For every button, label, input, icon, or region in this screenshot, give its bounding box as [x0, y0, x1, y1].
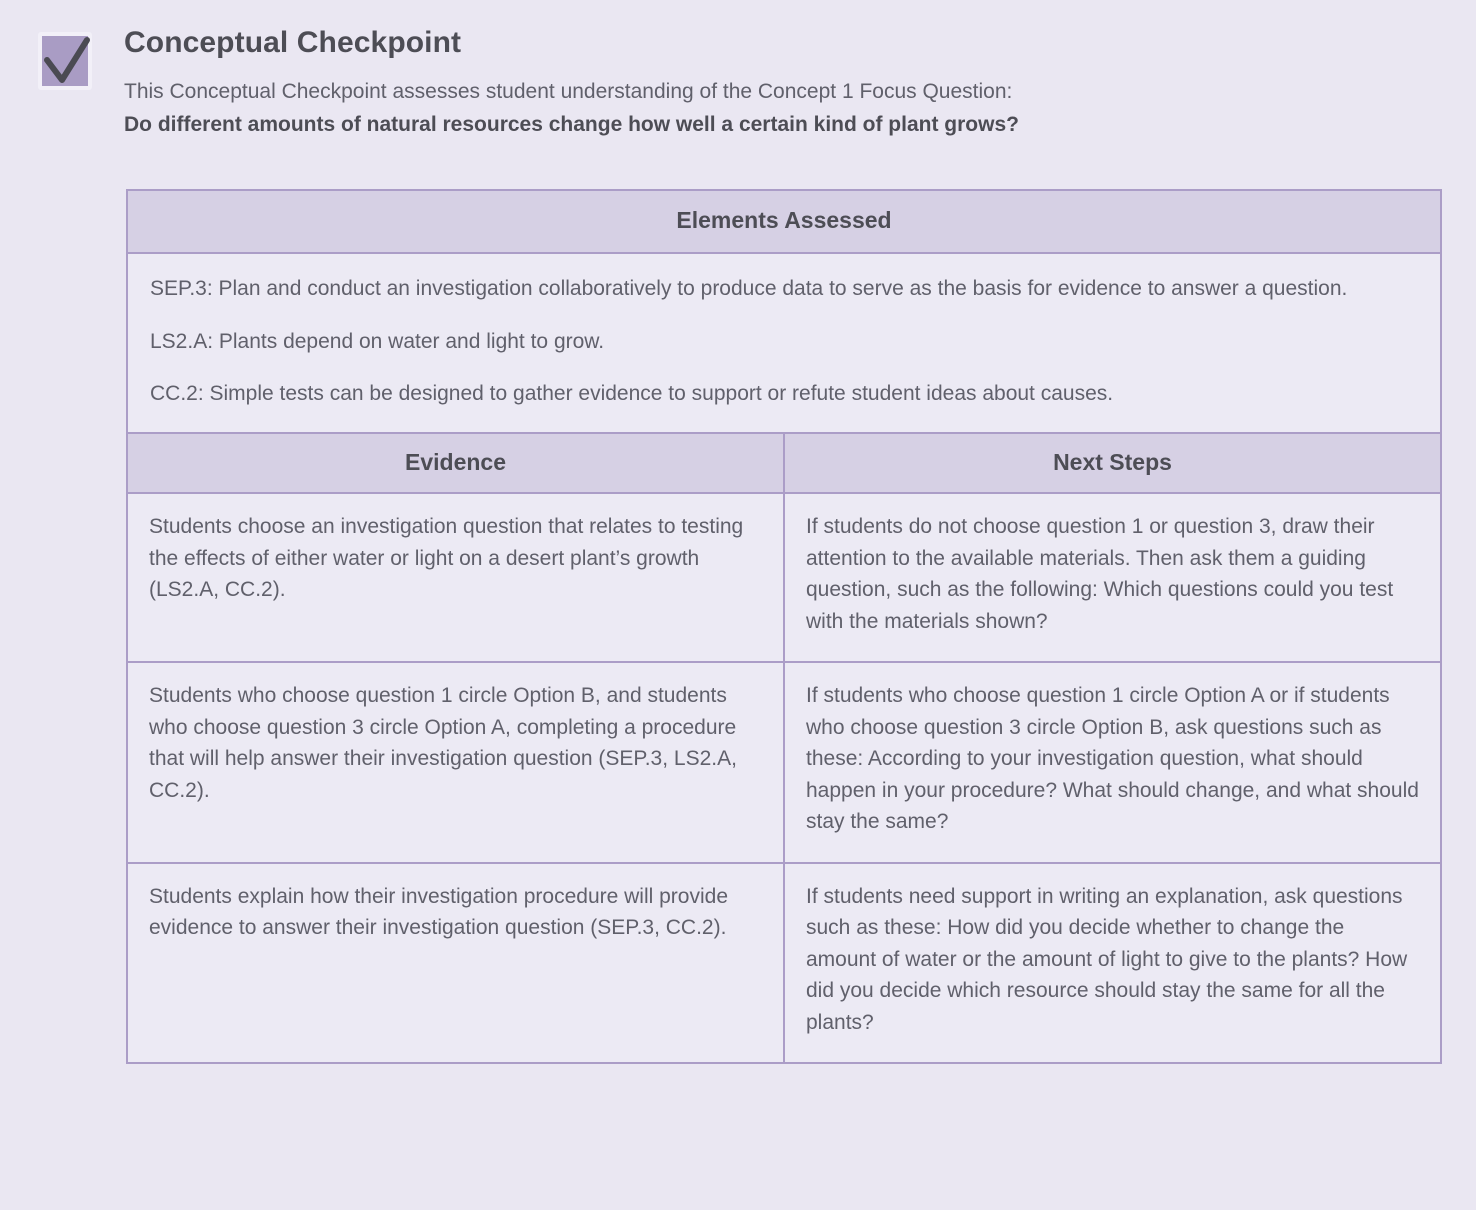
table-row	[128, 493, 1440, 662]
next-steps-cell	[784, 863, 1440, 1063]
column-header-row	[128, 433, 1440, 493]
next-steps-text: If students need support in writing an explanation, ask questions such as these: How did you decide whether to change the amount of water or the amount of light to give to the plants? How did you decide which resource should stay the same for all the plants?	[806, 884, 1408, 1034]
assessment-table	[126, 189, 1442, 1064]
element-item: CC.2: Simple tests can be designed to gather evidence to support or refute student ideas about causes.	[150, 382, 1114, 406]
focus-question-text: Do different amounts of natural resources change how well a certain kind of plant grows?	[124, 112, 1019, 136]
evidence-cell	[128, 863, 784, 1063]
evidence-cell	[128, 662, 784, 863]
intro-text: This Conceptual Checkpoint assesses student understanding of the Concept 1 Focus Question:	[124, 80, 1013, 103]
next-steps-text: If students who choose question 1 circle Option A or if students who choose question 3 circle Option B, ask questions such as these: According to your investigation question, what should happen in your procedure? What should change, and what should stay the same?	[806, 684, 1419, 834]
evidence-text: Students explain how their investigation procedure will provide evidence to answer their investigation question (SEP.3, CC.2).	[149, 884, 728, 940]
elements-assessed-cell	[128, 253, 1440, 434]
table-row	[128, 863, 1440, 1063]
column-header-evidence: Evidence	[128, 433, 784, 493]
checkmark-box-icon	[38, 32, 92, 90]
element-item: SEP.3: Plan and conduct an investigation collaboratively to produce data to serve as the basis for evidence to answer a question.	[150, 276, 1348, 300]
element-item: LS2.A: Plants depend on water and light to grow.	[150, 329, 605, 353]
checkpoint-header	[0, 0, 1476, 141]
evidence-text: Students choose an investigation question that relates to testing the effects of either water or light on a desert plant’s growth (LS2.A, CC.2).	[149, 515, 744, 602]
page-title: Conceptual Checkpoint	[124, 26, 462, 59]
next-steps-cell	[784, 493, 1440, 662]
header-text-block	[124, 26, 1446, 141]
table-row	[128, 662, 1440, 863]
elements-header-row	[128, 191, 1440, 253]
next-steps-cell	[784, 662, 1440, 863]
elements-content-row	[128, 253, 1440, 434]
elements-assessed-header: Elements Assessed	[128, 191, 1440, 253]
evidence-text: Students who choose question 1 circle Option B, and students who choose question 3 circle Option A, completing a procedure that will help answer their investigation question (SEP.3, LS2.A, CC.2).	[149, 684, 737, 802]
next-steps-text: If students do not choose question 1 or question 3, draw their attention to the available materials. Then ask them a guiding question, such as the following: Which questions could you test with the materials shown?	[806, 515, 1394, 633]
column-header-next-steps: Next Steps	[784, 433, 1440, 493]
evidence-cell	[128, 493, 784, 662]
